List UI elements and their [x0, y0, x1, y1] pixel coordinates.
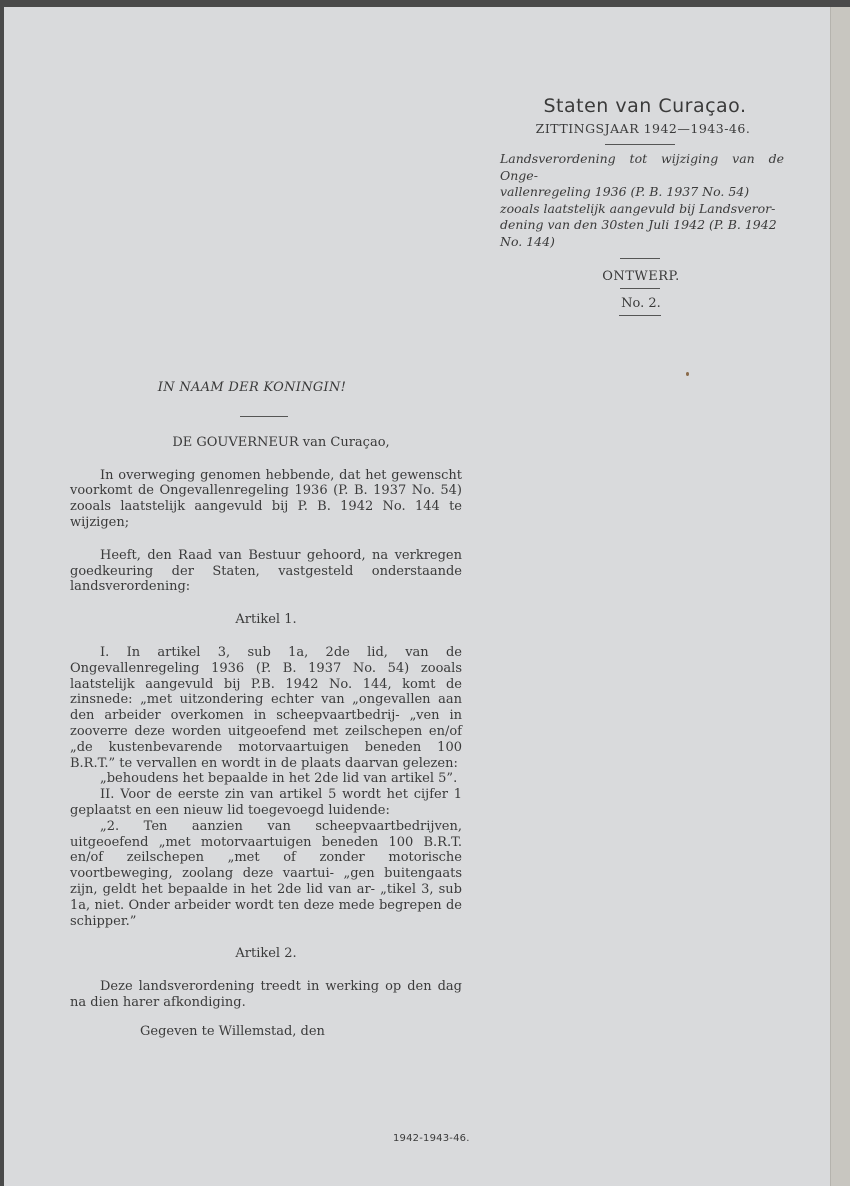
subject-description [500, 151, 784, 250]
invocation: IN NAAM DER KONINGIN! [157, 380, 347, 395]
document-body [70, 380, 462, 1040]
governor-heading: DE GOUVERNEUR van Curaçao, [172, 434, 390, 450]
session-year: ZITTINGSJAAR 1942—1943-46. [535, 121, 751, 136]
document-header [490, 95, 790, 316]
paper-speck [686, 372, 689, 376]
subject-line: dening van den 30sten Juli 1942 (P. B. 1942 [500, 217, 777, 232]
preamble-heeft: Heeft, den Raad van Bestuur gehoord, na verkregen goedkeuring der Staten, vastgesteld onderstaande landsverordening: [70, 547, 462, 595]
subject-line: vallenregeling 1936 (P. B. 1937 No. 54) [500, 184, 750, 199]
article-1-section-I-quote: „behoudens het bepaalde in het 2de lid van artikel 5”. [100, 771, 458, 787]
article-1-section-I: I. In artikel 3, sub 1a, 2de lid, van de Ongevallenregeling 1936 (P. B. 1937 No. 54) zooals laatstelijk aangevuld bij P.B. 1942 No. 144, komt de zinsnede: „met uitzondering echter van „ongevallen aan den arbeider overkomen in scheepvaartbedrij- „ven in zooverre deze worden uitgeoefend met zeilschepen en/of „de kustenbevarende motorvaartuigen beneden 100 B.R.T.” te vervallen en wordt in de plaats daarvan gelezen: [70, 644, 462, 771]
draft-number: No. 2. [621, 296, 661, 311]
staten-title: Staten van Curaçao. [543, 95, 747, 117]
article-1-section-II-quote: „2. Ten aanzien van scheepvaartbedrijven, uitgeoefend „met motorvaartuigen beneden 100 B.R.T. en/of zeilschepen „met of zonder motorische voortbeweging, zoolang deze vaartui- „gen buitengaats zijn, geldt het bepaalde in het 2de lid van ar- „tikel 3, sub 1a, niet. Onder arbeider wordt ten deze mede begrepen de schipper.” [70, 818, 462, 929]
footer-code: 1942-1943-46. [393, 1133, 470, 1144]
article-1-heading: Artikel 1. [235, 612, 297, 628]
ontwerp-divider-bottom [620, 288, 660, 289]
ontwerp-divider-top [620, 258, 660, 259]
subject-line: No. 144) [500, 233, 555, 249]
signature-place: Gegeven te Willemstad, den [140, 1023, 325, 1039]
invocation-divider [240, 416, 288, 417]
number-divider [619, 315, 661, 316]
preamble-overweging: In overweging genomen hebbende, dat het gewenscht voorkomt de Ongevallenregeling 1936 (P. B. 1937 No. 54) zooals laatstelijk aangevuld bij P. B. 1942 No. 144 te wijzigen; [70, 467, 462, 530]
subject-line: Landsverordening tot wijziging van de Onge- [500, 151, 784, 183]
draft-label: ONTWERP. [602, 269, 680, 284]
header-divider [605, 144, 675, 145]
article-2-heading: Artikel 2. [235, 946, 297, 962]
article-1-section-II: II. Voor de eerste zin van artikel 5 wordt het cijfer 1 geplaatst en een nieuw lid toegevoegd luidende: [70, 787, 462, 818]
subject-line: zooals laatstelijk aangevuld bij Landsveror- [500, 200, 776, 216]
page-edge [830, 7, 850, 1186]
article-2-text: Deze landsverordening treedt in werking op den dag na dien harer afkondiging. [70, 979, 462, 1010]
